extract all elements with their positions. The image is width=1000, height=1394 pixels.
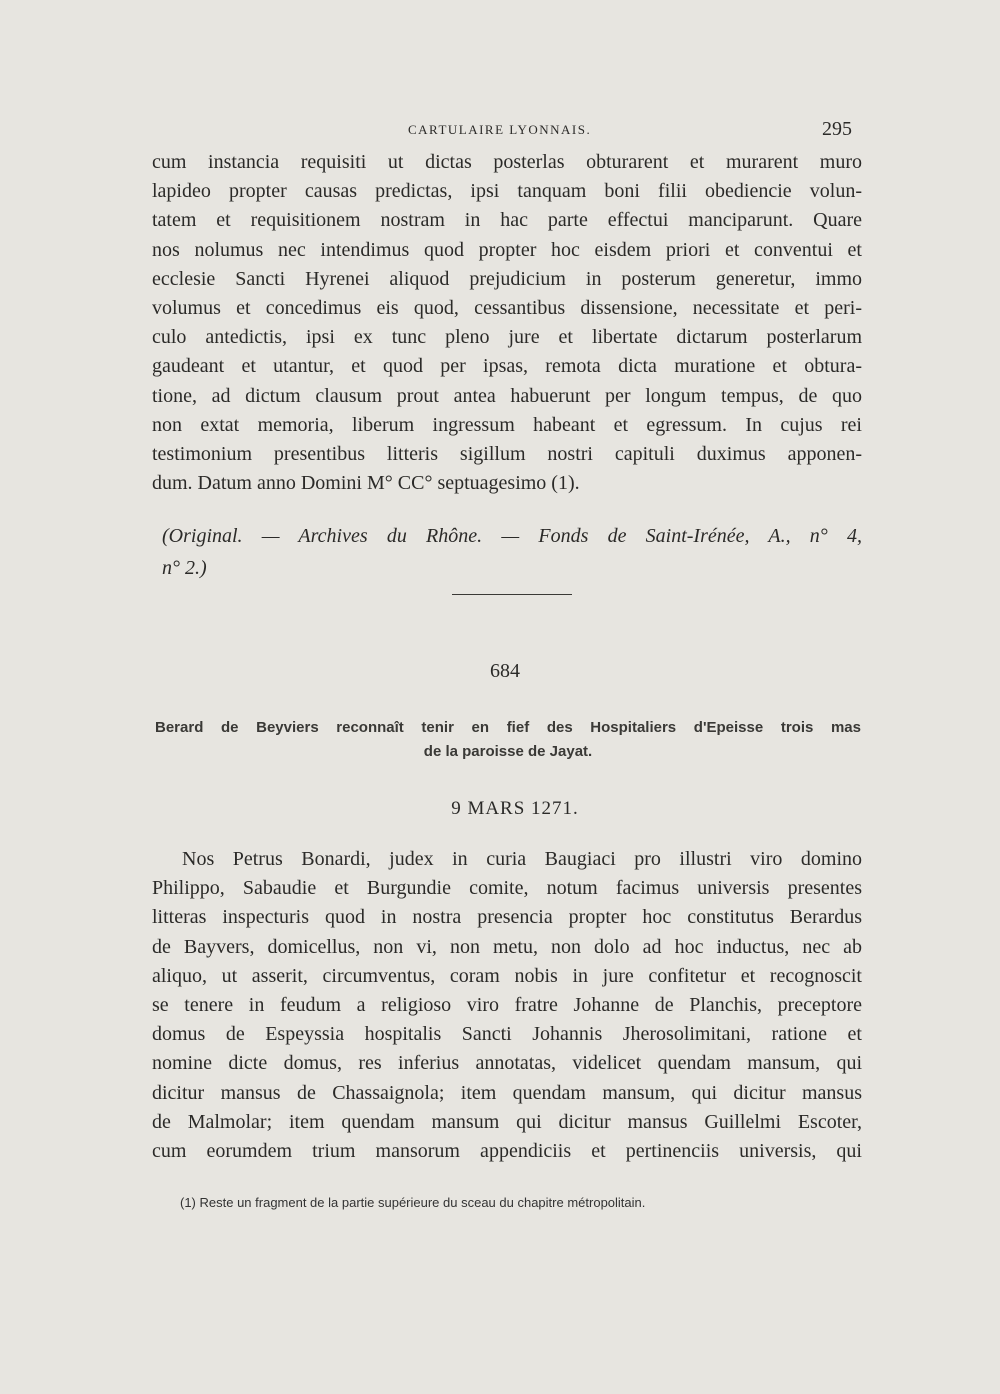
footnote: (1) Reste un fragment de la partie supérieure du sceau du chapitre métropolitain. <box>180 1195 646 1210</box>
document-title-line: Berard de Beyviers reconnaît tenir en fief des Hospitaliers d'Epeisse trois mas <box>155 719 861 736</box>
text-line: ecclesie Sancti Hyrenei aliquod prejudicium in posterum generetur, immo <box>152 267 862 290</box>
text-line: aliquo, ut asserit, circumventus, coram nobis in jure confitetur et recognoscit <box>152 964 862 987</box>
text-line: testimonium presentibus litteris sigillum nostri capituli duximus apponen- <box>152 442 862 465</box>
text-line: domus de Espeyssia hospitalis Sancti Johannis Jherosolimitani, ratione et <box>152 1023 862 1046</box>
running-title: CARTULAIRE LYONNAIS. <box>408 122 592 137</box>
text-line: lapideo propter causas predictas, ipsi tanquam boni filii obediencie volun- <box>152 180 862 203</box>
text-line: culo antedictis, ipsi ex tunc pleno jure et libertate dictarum posterlarum <box>152 326 862 349</box>
text-line: de Malmolar; item quendam mansum qui dicitur mansus Guillelmi Escoter, <box>152 1110 862 1133</box>
document-title-line: de la paroisse de Jayat. <box>423 743 593 760</box>
text-line: tione, ad dictum clausum prout antea habuerunt per longum tempus, de quo <box>152 384 862 407</box>
text-line: volumus et concedimus eis quod, cessantibus dissensione, necessitate et peri- <box>152 296 862 319</box>
text-line: cum instancia requisiti ut dictas posterlas obturarent et murarent muro <box>152 151 862 173</box>
continued-text <box>152 148 862 498</box>
running-head <box>150 118 860 148</box>
text-line: dum. Datum anno Domini M° CC° septuagesimo (1). <box>152 472 580 495</box>
source-note-line: n° 2.) <box>162 557 207 579</box>
section-divider <box>452 594 572 595</box>
text-line: non extat memoria, liberum ingressum habeant et egressum. In cujus rei <box>152 413 862 436</box>
document-number: 684 <box>490 660 520 682</box>
text-line: cum eorumdem trium mansorum appendiciis et pertinenciis universis, qui <box>152 1139 862 1162</box>
text-line: Nos Petrus Bonardi, judex in curia Baugiaci pro illustri viro domino <box>182 848 862 870</box>
text-line: gaudeant et utantur, et quod per ipsas, remota dicta muratione et obtura- <box>152 355 862 378</box>
document-title <box>155 716 861 764</box>
text-line: se tenere in feudum a religioso viro fratre Johanne de Planchis, preceptore <box>152 993 862 1016</box>
source-note <box>162 520 862 584</box>
text-line: tatem et requisitionem nostram in hac parte effectui manciparunt. Quare <box>152 209 862 232</box>
text-line: dicitur mansus de Chassaignola; item quendam mansum, qui dicitur mansus <box>152 1081 862 1104</box>
text-line: de Bayvers, domicellus, non vi, non metu, non dolo ad hoc inductus, nec ab <box>152 935 862 958</box>
text-line: nos nolumus nec intendimus quod propter hoc eisdem priori et conventui et <box>152 238 862 261</box>
text-line: nomine dicte domus, res inferius annotatas, videlicet quendam mansum, qui <box>152 1052 862 1075</box>
document-date: 9 MARS 1271. <box>451 798 579 819</box>
page-number: 295 <box>822 118 852 140</box>
document-text <box>152 845 862 1166</box>
source-note-line: (Original. — Archives du Rhône. — Fonds de Saint-Irénée, A., n° 4, <box>162 525 862 547</box>
text-line: litteras inspecturis quod in nostra presencia propter hoc constitutus Berardus <box>152 906 862 929</box>
text-line: Philippo, Sabaudie et Burgundie comite, notum facimus universis presentes <box>152 877 862 900</box>
